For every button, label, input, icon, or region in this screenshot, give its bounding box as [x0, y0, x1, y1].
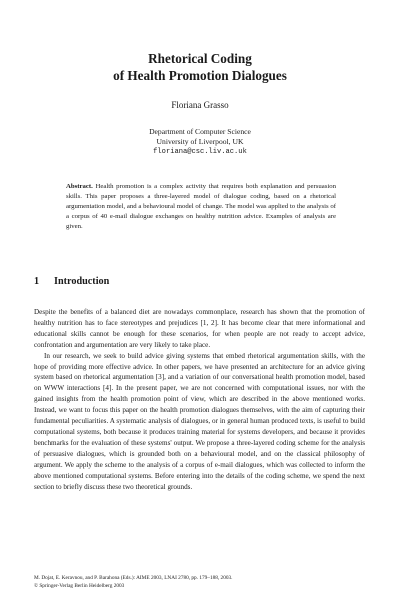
body-text	[34, 307, 365, 492]
title-line-1: Rhetorical Coding	[148, 51, 252, 66]
abstract-text: Health promotion is a complex activity that requires both explanation and persuasion skills. This paper proposes a three-layered model of dialogue coding, based on a rhetorical argumentation model, and a behavioural model of change. The model was applied to the analysis of a corpus of 40 e-mail dialogue exchanges on healthy nutrition advice. Examples of analysis are given.	[66, 183, 336, 231]
affiliation-university: University of Liverpool, UK	[156, 137, 244, 147]
paper-title	[0, 50, 400, 84]
section-title: Introduction	[54, 276, 110, 287]
footnote-citation: M. Dojat, E. Keravnou, and P. Barahona (Eds.): AIME 2003, LNAI 2780, pp. 179–188, 2003.	[34, 575, 233, 581]
author-email: floriana@csc.liv.ac.uk	[153, 148, 247, 157]
section-heading	[34, 276, 354, 288]
author-name: Floriana Grasso	[171, 100, 229, 110]
affiliation-department: Department of Computer Science	[149, 127, 251, 136]
publication-footnote	[34, 575, 365, 591]
abstract-label: Abstract.	[66, 183, 93, 190]
footnote-copyright: © Springer-Verlag Berlin Heidelberg 2003	[34, 582, 125, 589]
affiliation	[0, 127, 400, 158]
abstract	[66, 182, 336, 232]
body-paragraph-1: Despite the benefits of a balanced diet are nowadays commonplace, research has shown that the promotion of healthy nutrition has to face stereotypes and prejudices [1, 2]. It has become clear that mere informational and educational skills cannot be enough for these scenarios, for when people are not ready to accept advice, confrontation and argumentation are very likely to take place.	[34, 308, 365, 349]
section-number: 1	[34, 276, 40, 287]
body-paragraph-2: In our research, we seek to build advice giving systems that embed rhetorical argumentation skills, with the hope of providing more effective advice. In other papers, we have presented an architecture for an advice giving system based on rhetorical argumentation [3], and a variation of our conversational health promotion model, based on WWW interactions [4]. In the present paper, we are not concerned with computational issues, nor with the gained insights from the health promotion point of view, which are described in the above mentioned works. Instead, we want to focus this paper on the health promotion dialogues themselves, with the aim of capturing their fundamental peculiarities. A systematic analysis of dialogues, or in general human produced texts, is useful to build computational systems, both because it produces training material for systems developers, and because it provides benchmarks for the evaluation of these systems' output. We propose a three-layered coding scheme for the analysis of persuasive dialogues, which is grounded both on a behavioural model, and on the classical philosophy of argument. We apply the scheme to the analysis of a corpus of e-mail dialogues, which was collected to inform the above mentioned computational systems. Before entering into the details of the coding scheme, we spend the next section to briefly discuss these two theoretical grounds.	[34, 351, 365, 491]
title-line-2: of Health Promotion Dialogues	[113, 68, 287, 83]
